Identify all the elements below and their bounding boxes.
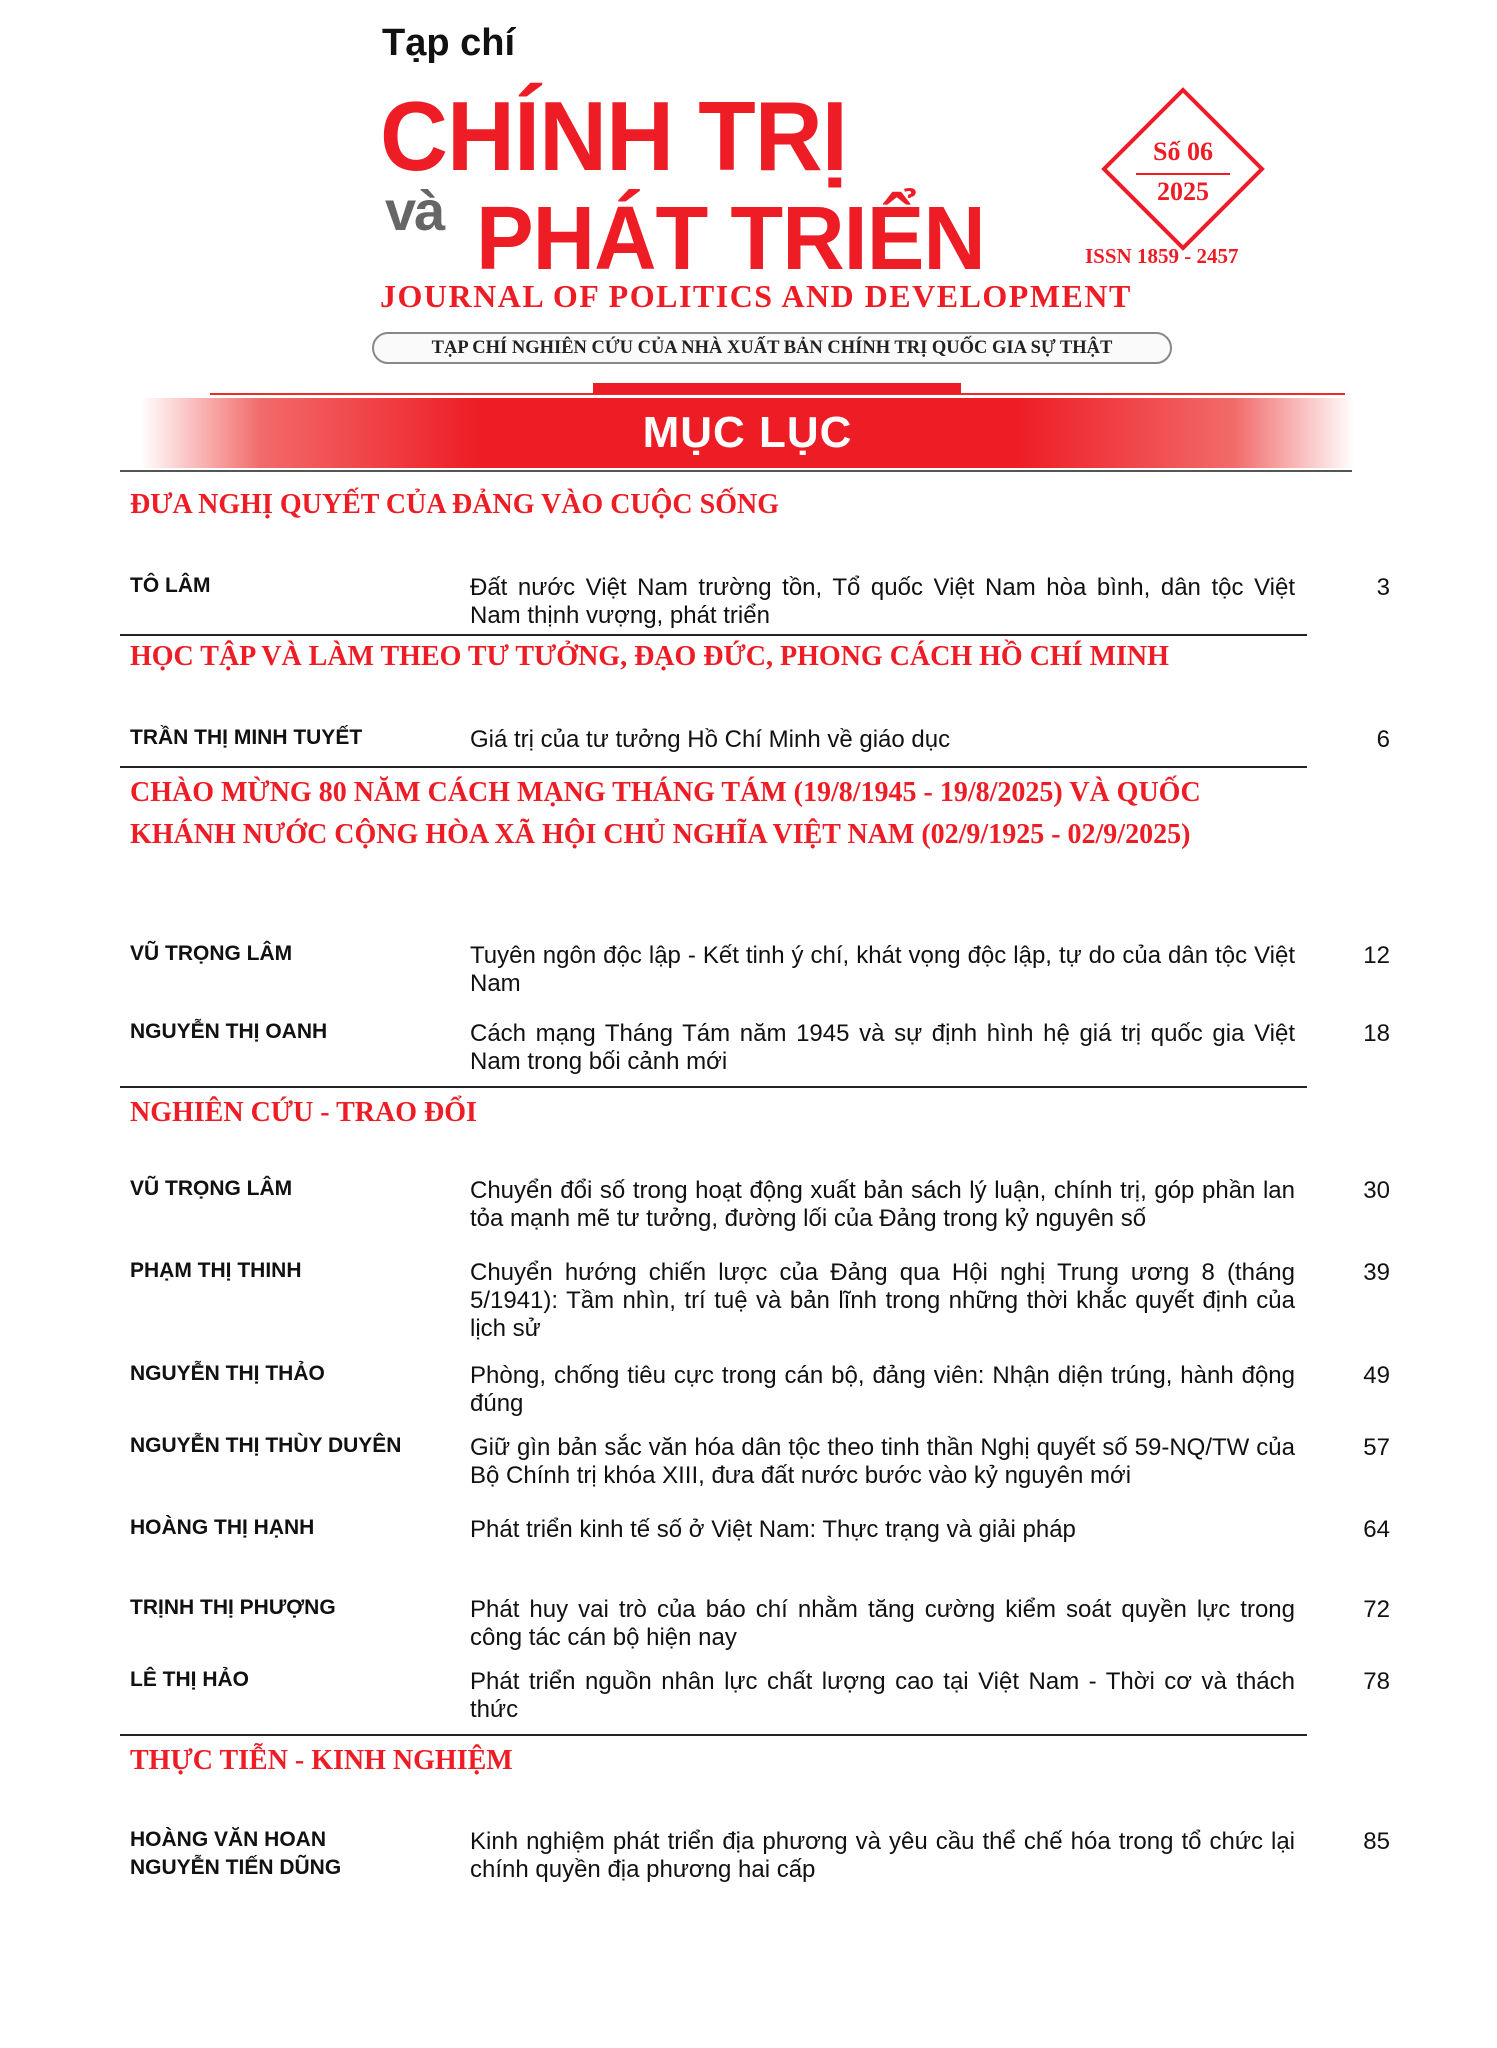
article-page: 57 [1363, 1434, 1390, 1461]
article-page: 18 [1363, 1020, 1390, 1047]
article-title[interactable]: Chuyển đổi số trong hoạt động xuất bản sách lý luận, chính trị, góp phần lan tỏa mạnh mẽ tư tưởng, đường lối của Đảng trong kỷ nguyên số [470, 1177, 1295, 1232]
article-author: NGUYỄN TIẾN DŨNG [130, 1856, 342, 1879]
article-title[interactable]: Chuyển hướng chiến lược của Đảng qua Hội nghị Trung ương 8 (tháng 5/1941): Tầm nhìn, trí tuệ và bản lĩnh trong những thời khắc quyết định của lịch sử [470, 1259, 1295, 1342]
article-author: HOÀNG THỊ HẠNH [130, 1516, 315, 1539]
article-author: LÊ THỊ HẢO [130, 1668, 249, 1691]
issue-number: Số 06 [1153, 137, 1213, 166]
masthead-title-line1: CHÍNH TRỊ [380, 81, 847, 191]
section-title: CHÀO MỪNG 80 NĂM CÁCH MẠNG THÁNG TÁM (19/8/1945 - 19/8/2025) VÀ QUỐC KHÁNH NƯỚC CỘNG HÒA XÃ HỘI CHỦ NGHĨA VIỆT NAM (02/9/1925 - 02/9/2025) [130, 777, 1201, 850]
article-title[interactable]: Phát triển kinh tế số ở Việt Nam: Thực trạng và giải pháp [470, 1516, 1076, 1543]
section-rule [120, 1086, 1307, 1088]
issue-year: 2025 [1157, 177, 1209, 206]
header-accent-block [593, 383, 961, 394]
article-title[interactable]: Phát triển nguồn nhân lực chất lượng cao tại Việt Nam - Thời cơ và thách thức [470, 1668, 1295, 1723]
section-title: ĐƯA NGHỊ QUYẾT CỦA ĐẢNG VÀO CUỘC SỐNG [130, 489, 779, 520]
publisher-subtitle: TẠP CHÍ NGHIÊN CỨU CỦA NHÀ XUẤT BẢN CHÍNH TRỊ QUỐC GIA SỰ THẬT [372, 332, 1172, 364]
article-page: 39 [1363, 1259, 1390, 1286]
issn: ISSN 1859 - 2457 [1085, 244, 1239, 268]
article-author: NGUYỄN THỊ THẢO [130, 1362, 325, 1385]
section-title: NGHIÊN CỨU - TRAO ĐỔI [130, 1097, 477, 1128]
article-title[interactable]: Đất nước Việt Nam trường tồn, Tổ quốc Việt Nam hòa bình, dân tộc Việt Nam thịnh vượng, phát triển [470, 574, 1295, 629]
article-title[interactable]: Kinh nghiệm phát triển địa phương và yêu cầu thể chế hóa trong tổ chức lại chính quyền địa phương hai cấp [470, 1828, 1295, 1883]
article-title[interactable]: Giá trị của tư tưởng Hồ Chí Minh về giáo dục [470, 726, 951, 753]
article-title[interactable]: Tuyên ngôn độc lập - Kết tinh ý chí, khát vọng độc lập, tự do của dân tộc Việt Nam [470, 942, 1295, 997]
issue-badge [1100, 86, 1266, 252]
article-author: NGUYỄN THỊ THÙY DUYÊN [130, 1434, 402, 1457]
article-author: VŨ TRỌNG LÂM [130, 1177, 293, 1200]
article-page: 12 [1363, 942, 1390, 969]
article-page: 3 [1376, 574, 1390, 601]
article-page: 78 [1363, 1668, 1390, 1695]
section-rule [120, 766, 1307, 768]
masthead-va: và [385, 179, 444, 242]
section-title: THỰC TIỄN - KINH NGHIỆM [130, 1745, 513, 1776]
article-author: VŨ TRỌNG LÂM [130, 942, 293, 965]
article-page: 6 [1376, 726, 1390, 753]
article-page: 30 [1363, 1177, 1390, 1204]
article-author: TÔ LÂM [130, 574, 211, 597]
article-page: 72 [1363, 1596, 1390, 1623]
masthead-tap-chi: Tạp chí [382, 22, 516, 64]
section-rule [120, 1734, 1307, 1736]
article-title[interactable]: Phát huy vai trò của báo chí nhằm tăng cường kiểm soát quyền lực trong công tác cán bộ hiện nay [470, 1596, 1295, 1651]
article-author: TRỊNH THỊ PHƯỢNG [130, 1596, 336, 1619]
article-author: NGUYỄN THỊ OANH [130, 1020, 328, 1043]
article-title[interactable]: Cách mạng Tháng Tám năm 1945 và sự định hình hệ giá trị quốc gia Việt Nam trong bối cảnh mới [470, 1020, 1295, 1075]
article-title[interactable]: Phòng, chống tiêu cực trong cán bộ, đảng viên: Nhận diện trúng, hành động đúng [470, 1362, 1295, 1417]
section-title: HỌC TẬP VÀ LÀM THEO TƯ TƯỞNG, ĐẠO ĐỨC, PHONG CÁCH HỒ CHÍ MINH [130, 641, 1169, 672]
article-author: HOÀNG VĂN HOAN [130, 1828, 327, 1851]
toc-header: MỤC LỤC [140, 398, 1355, 468]
masthead-title-line2: PHÁT TRIỂN [476, 189, 985, 289]
article-page: 64 [1363, 1516, 1390, 1543]
article-title[interactable]: Giữ gìn bản sắc văn hóa dân tộc theo tinh thần Nghị quyết số 59-NQ/TW của Bộ Chính trị khóa XIII, đưa đất nước bước vào kỷ nguyên mới [470, 1434, 1295, 1489]
article-author: TRẦN THỊ MINH TUYẾT [130, 726, 363, 749]
article-page: 85 [1363, 1828, 1390, 1855]
toc-top-rule [120, 470, 1352, 472]
article-author: PHẠM THỊ THINH [130, 1259, 302, 1282]
journal-english-title: JOURNAL OF POLITICS AND DEVELOPMENT [380, 278, 1132, 314]
article-page: 49 [1363, 1362, 1390, 1389]
